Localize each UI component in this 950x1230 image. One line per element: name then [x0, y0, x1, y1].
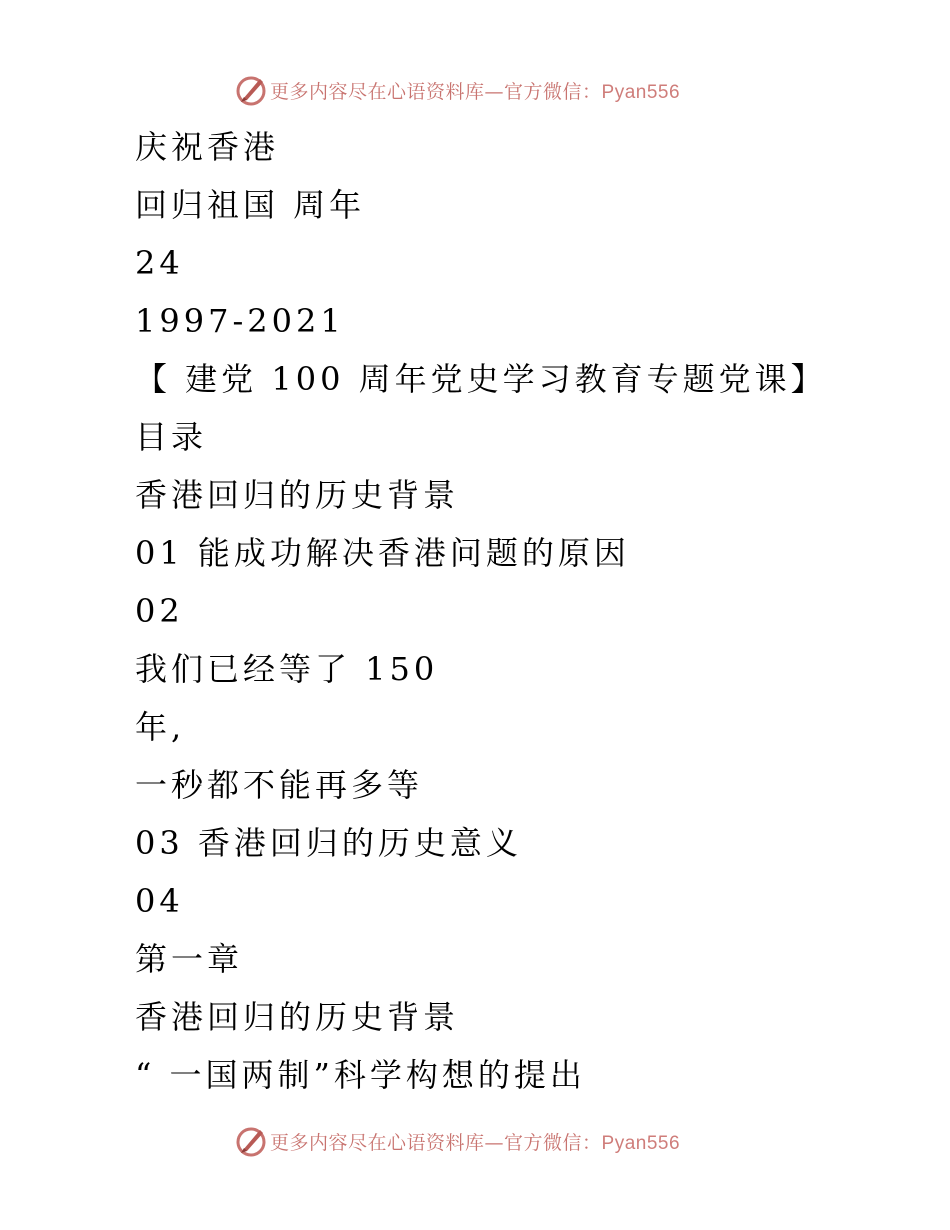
text-line: 01 能成功解决香港问题的原因	[135, 534, 630, 572]
text-line: 庆祝香港	[135, 128, 280, 166]
text-line: 02	[135, 592, 184, 630]
text-line: 香港回归的历史背景	[135, 476, 460, 514]
text-line: 回归祖国 周年	[135, 186, 366, 224]
quill-logo-icon	[234, 1124, 268, 1158]
watermark-text: 更多内容尽在心语资料库—官方微信：	[270, 1131, 602, 1154]
document-body	[135, 118, 925, 1104]
text-line: 我们已经等了 150	[135, 650, 439, 688]
text-line: 24	[135, 244, 184, 282]
footer-watermark	[234, 1123, 680, 1159]
text-line: “ 一国两制”科学构想的提出	[135, 1056, 586, 1094]
text-line: 第一章	[135, 940, 244, 978]
text-line: 一秒都不能再多等	[135, 766, 424, 804]
header-watermark	[234, 72, 680, 108]
text-line: 香港回归的历史背景	[135, 998, 460, 1036]
quill-logo-icon	[234, 73, 268, 107]
text-line: 目录	[135, 418, 208, 456]
watermark-text: 更多内容尽在心语资料库—官方微信：	[270, 80, 602, 103]
watermark-wechat-id: Pyan556	[601, 1132, 681, 1154]
text-line: 【 建党 100 周年党史学习教育专题党课】	[135, 360, 827, 398]
text-line: 04	[135, 882, 184, 920]
watermark-wechat-id: Pyan556	[601, 81, 681, 103]
text-line: 1997-2021	[135, 302, 345, 340]
text-line: 年,	[135, 708, 186, 746]
text-line: 03 香港回归的历史意义	[135, 824, 522, 862]
